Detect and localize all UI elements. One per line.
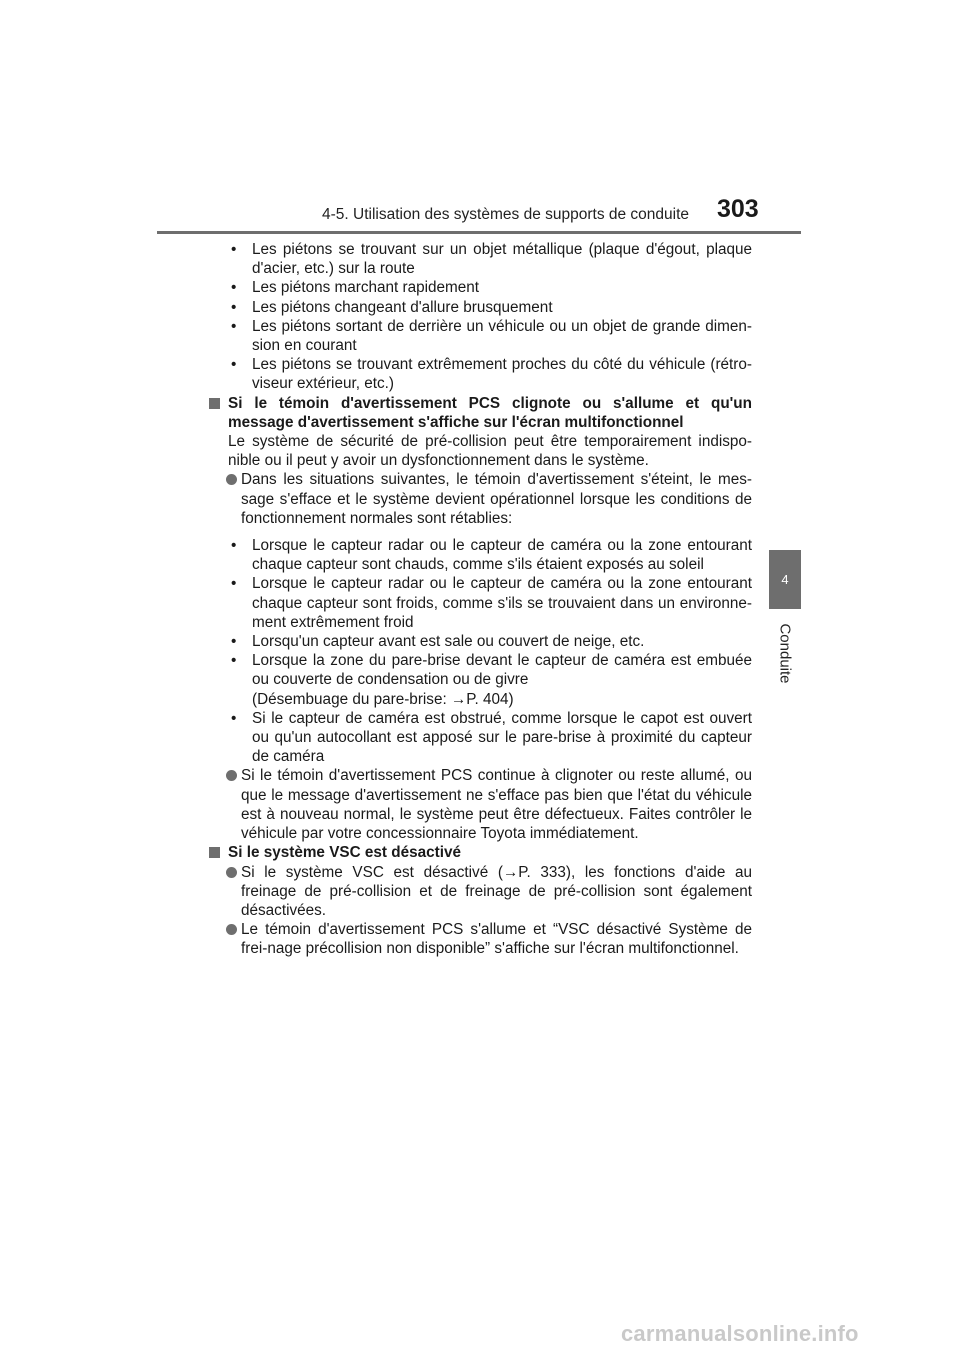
dash-item: • Lorsque le capteur radar ou le capteur de caméra ou la zone entourant chaque capteur sont chauds, comme s'ils étaient exposés au soleil xyxy=(231,537,752,574)
circle-bullet-icon xyxy=(226,474,237,485)
circle-bullet-item: Le témoin d'avertissement PCS s'allume et “VSC désactivé Système de frei-nage précollision non disponible” s'affiche sur l'écran multifonctionnel. xyxy=(208,920,752,958)
dash-marker: • xyxy=(231,575,237,593)
header-section-title: 4-5. Utilisation des systèmes de supports de conduite xyxy=(322,206,690,223)
dash-marker: • xyxy=(231,298,237,316)
dash-item: • Lorsque la zone du pare-brise devant le capteur de caméra est embuée ou couverte de condensation ou de givre (Désembuage du pare-brise: →P. 404) xyxy=(231,652,752,708)
header-divider xyxy=(157,231,801,234)
circle-bullet-icon xyxy=(226,770,237,781)
chapter-number: 4 xyxy=(781,572,789,587)
dash-marker: • xyxy=(231,356,237,374)
top-dash-list xyxy=(208,240,752,394)
section-intro: Le système de sécurité de pré-collision peut être temporairement indispo-nible ou il peut y avoir un dysfonctionnement dans le système. xyxy=(228,433,752,470)
page-number: 303 xyxy=(717,195,759,223)
dash-marker: • xyxy=(231,652,237,670)
dash-item: • Lorsque le capteur radar ou le capteur de caméra ou la zone entourant chaque capteur sont froids, comme s'ils se trouvaient dans un environne-ment extrêmement froid xyxy=(231,575,752,631)
dash-item: • Lorsqu'un capteur avant est sale ou couvert de neige, etc. xyxy=(231,633,645,651)
section-heading: Si le système VSC est désactivé xyxy=(208,843,752,862)
chapter-tab xyxy=(769,550,801,609)
circle-bullet-item: Si le témoin d'avertissement PCS continue à clignoter ou reste allumé, ou que le message d'avertissement ne s'efface pas bien que l'état du véhicule est à nouveau normal, le système peut être défectueux. Faites contrôler le véhicule par votre concessionnaire Toyota immédiatement. xyxy=(208,766,752,843)
dash-marker: • xyxy=(231,241,237,258)
circle-bullet-icon xyxy=(226,867,237,878)
dash-marker: • xyxy=(231,633,237,651)
dash-item: • Les piétons changeant d'allure brusquement xyxy=(231,298,553,316)
dash-item: • Si le capteur de caméra est obstrué, comme lorsque le capot est ouvert ou qu'un autocollant est apposé sur le pare-brise à proximité du capteur de caméra xyxy=(231,709,752,766)
circle-bullet-item: Si le système VSC est désactivé (→P. 333), les fonctions d'aide au freinage de pré-collision et de freinage de pré-collision sont également désactivées. xyxy=(208,863,752,921)
dash-item: • Les piétons sortant de derrière un véhicule ou un objet de grande dimen-sion en courant xyxy=(231,317,752,355)
chapter-label-text: Conduite xyxy=(776,622,794,684)
dash-marker: • xyxy=(231,317,237,335)
dash-item: • Les piétons se trouvant sur un objet métallique (plaque d'égout, plaque d'acier, etc.) sur la route xyxy=(231,241,752,278)
watermark: carmanualsonline.info xyxy=(621,1321,859,1346)
square-bullet-icon xyxy=(209,847,220,858)
page-reference: (Désembuage du pare-brise: →P. 404) xyxy=(252,690,514,708)
dash-item: • Les piétons marchant rapidement xyxy=(231,279,480,297)
dash-marker: • xyxy=(231,709,237,727)
dash-marker: • xyxy=(231,279,237,297)
main-content xyxy=(208,240,752,959)
dash-marker: • xyxy=(231,537,237,555)
section-heading: Si le témoin d'avertissement PCS clignote ou s'allume et qu'un message d'avertissement s'affiche sur l'écran multifonctionnel xyxy=(208,394,752,432)
dash-item: • Les piétons se trouvant extrêmement proches du côté du véhicule (rétro-viseur extérieur, etc.) xyxy=(231,356,752,393)
circle-bullet-icon xyxy=(226,924,237,935)
condition-dash-list xyxy=(208,536,752,766)
square-bullet-icon xyxy=(209,398,220,409)
chapter-label xyxy=(754,622,816,684)
circle-bullet-item: Dans les situations suivantes, le témoin d'avertissement s'éteint, le mes-sage s'efface et le système devient opérationnel lorsque les conditions de fonctionnement normales sont rétablies: xyxy=(208,470,752,528)
